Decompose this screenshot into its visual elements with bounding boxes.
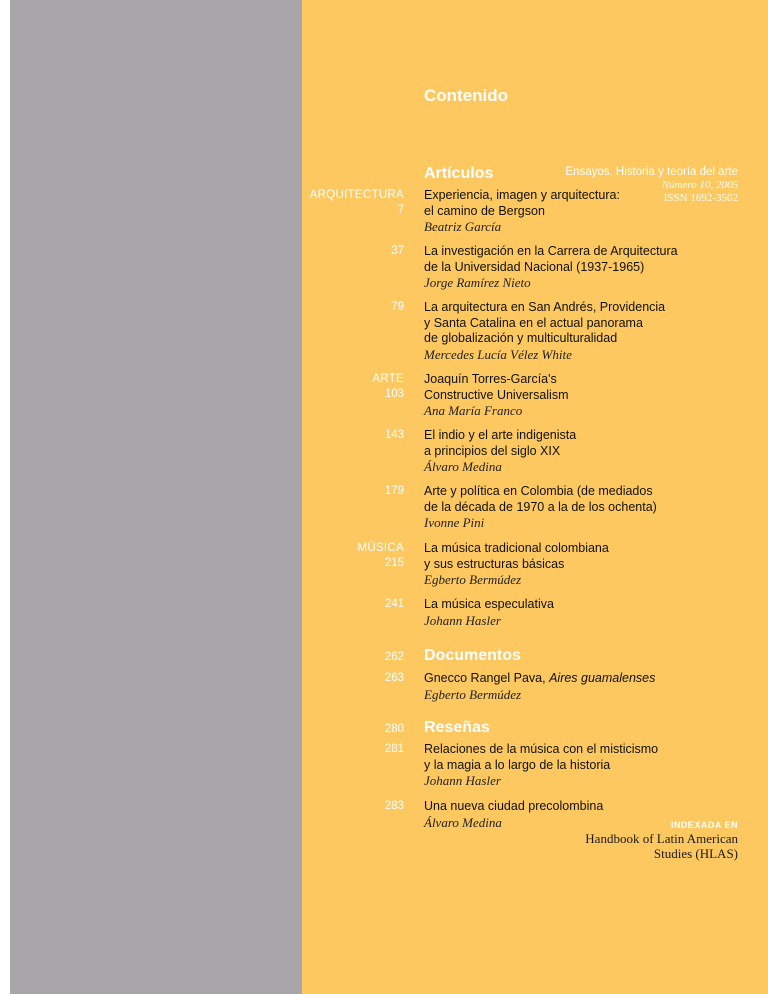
entry-title-line: de la década de 1970 a la de los ochenta)	[424, 499, 657, 514]
journal-title: Ensayos. Historia y teoría del arte	[565, 166, 738, 178]
page-number: 215	[384, 557, 404, 569]
section-page-resenas	[302, 722, 404, 737]
page-number: 280	[384, 723, 404, 735]
entry-meta-3	[302, 300, 404, 315]
entry-author: Álvaro Medina	[424, 814, 502, 830]
entry-title-line: el camino de Bergson	[424, 203, 545, 218]
entry-title-line: Joaquín Torres-García's	[424, 372, 557, 386]
journal-issn: ISSN 1692-3502	[663, 192, 738, 204]
entry-author: Johann Hasler	[424, 612, 501, 628]
entry-title-line: y la magia a lo largo de la historia	[424, 757, 611, 772]
journal-issue: Número 10, 2005	[661, 179, 738, 191]
entry-author: Álvaro Medina	[424, 459, 502, 474]
page-number: 241	[384, 598, 404, 610]
toc-entry[interactable]	[424, 244, 754, 291]
category-arte: ARTE	[372, 373, 404, 385]
toc-entry[interactable]	[424, 541, 754, 588]
entry-title-italic: Aires guamalenses	[549, 671, 656, 685]
entry-title-line: La música tradicional colombiana	[424, 541, 609, 555]
toc-entry[interactable]	[424, 799, 754, 831]
toc-entry[interactable]	[424, 597, 754, 629]
entry-author: Ivonne Pini	[424, 515, 485, 530]
entry-author: Jorge Ramírez Nieto	[424, 275, 531, 290]
page-number: 281	[384, 743, 404, 755]
entry-author: Ana María Franco	[424, 403, 523, 418]
page-number: 79	[391, 301, 404, 313]
entry-meta-10	[302, 742, 404, 757]
indexed-name-line2: Studies (HLAS)	[653, 846, 738, 861]
entry-meta-2	[302, 244, 404, 259]
entry-title-line: La arquitectura en San Andrés, Providencia	[424, 300, 666, 314]
toc-entry[interactable]	[424, 188, 754, 235]
contents-title: Contenido	[424, 86, 509, 105]
section-page-documentos	[302, 650, 404, 665]
page-number: 143	[384, 429, 404, 441]
left-panel	[10, 0, 302, 994]
entry-title-prefix: Gnecco Rangel Pava,	[424, 671, 550, 685]
entry-meta-11	[302, 799, 404, 814]
entry-title-line: Experiencia, imagen y arquitectura:	[424, 188, 620, 202]
entry-title-line: de la Universidad Nacional (1937-1965)	[424, 259, 645, 274]
section-documentos: Documentos	[424, 647, 521, 664]
entry-title-line: La investigación en la Carrera de Arquitectura	[424, 244, 678, 258]
entry-meta-5	[302, 428, 404, 443]
entry-meta-7	[302, 541, 404, 571]
page-number: 262	[384, 651, 404, 663]
section-resenas: Reseñas	[424, 719, 490, 736]
entry-meta-6	[302, 484, 404, 499]
entry-author: Beatriz García	[424, 219, 502, 234]
entry-author: Mercedes Lucía Vélez White	[424, 346, 572, 362]
entry-title-line: de globalización y multiculturalidad	[424, 331, 618, 345]
page-number: 283	[384, 800, 404, 812]
entry-title-line: Constructive Universalism	[424, 387, 569, 402]
toc-entry[interactable]	[424, 428, 754, 475]
entry-title-line: Una nueva ciudad precolombina	[424, 799, 604, 813]
section-articulos: Artículos	[424, 165, 494, 182]
entry-author: Egberto Bermúdez	[424, 686, 522, 702]
entry-title-line: y sus estructuras básicas	[424, 556, 565, 571]
toc-entry[interactable]	[424, 671, 754, 703]
entry-title-line: La música especulativa	[424, 597, 554, 611]
entry-title-line	[424, 671, 754, 687]
page-number: 37	[391, 245, 404, 257]
category-musica: MÚSICA	[357, 542, 404, 554]
toc-entry[interactable]	[424, 742, 754, 789]
indexed-name-line1: Handbook of Latin American	[585, 831, 738, 846]
entry-title-line: y Santa Catalina en el actual panorama	[424, 315, 643, 330]
toc-entry[interactable]	[424, 372, 754, 419]
entry-title-line: Arte y política en Colombia (de mediados	[424, 484, 653, 498]
entry-meta-1	[302, 188, 404, 218]
entry-title-line: Relaciones de la música con el misticismo	[424, 742, 659, 756]
toc-entry[interactable]	[424, 484, 754, 531]
category-arquitectura: ARQUITECTURA	[309, 189, 404, 201]
entry-meta-8	[302, 597, 404, 612]
entry-meta-4	[302, 372, 404, 402]
entry-title-line: El indio y el arte indigenista	[424, 428, 577, 442]
page-number: 179	[384, 485, 404, 497]
page-number: 263	[384, 672, 404, 684]
entry-author: Johann Hasler	[424, 773, 501, 788]
toc-entry[interactable]	[424, 300, 754, 363]
indexed-label: INDEXADA EN	[670, 820, 738, 830]
entry-author: Egberto Bermúdez	[424, 572, 522, 587]
page-number: 103	[384, 388, 404, 400]
page-number: 7	[397, 204, 404, 216]
entry-title-line: a principios del siglo XIX	[424, 443, 561, 458]
entry-meta-9	[302, 671, 404, 686]
